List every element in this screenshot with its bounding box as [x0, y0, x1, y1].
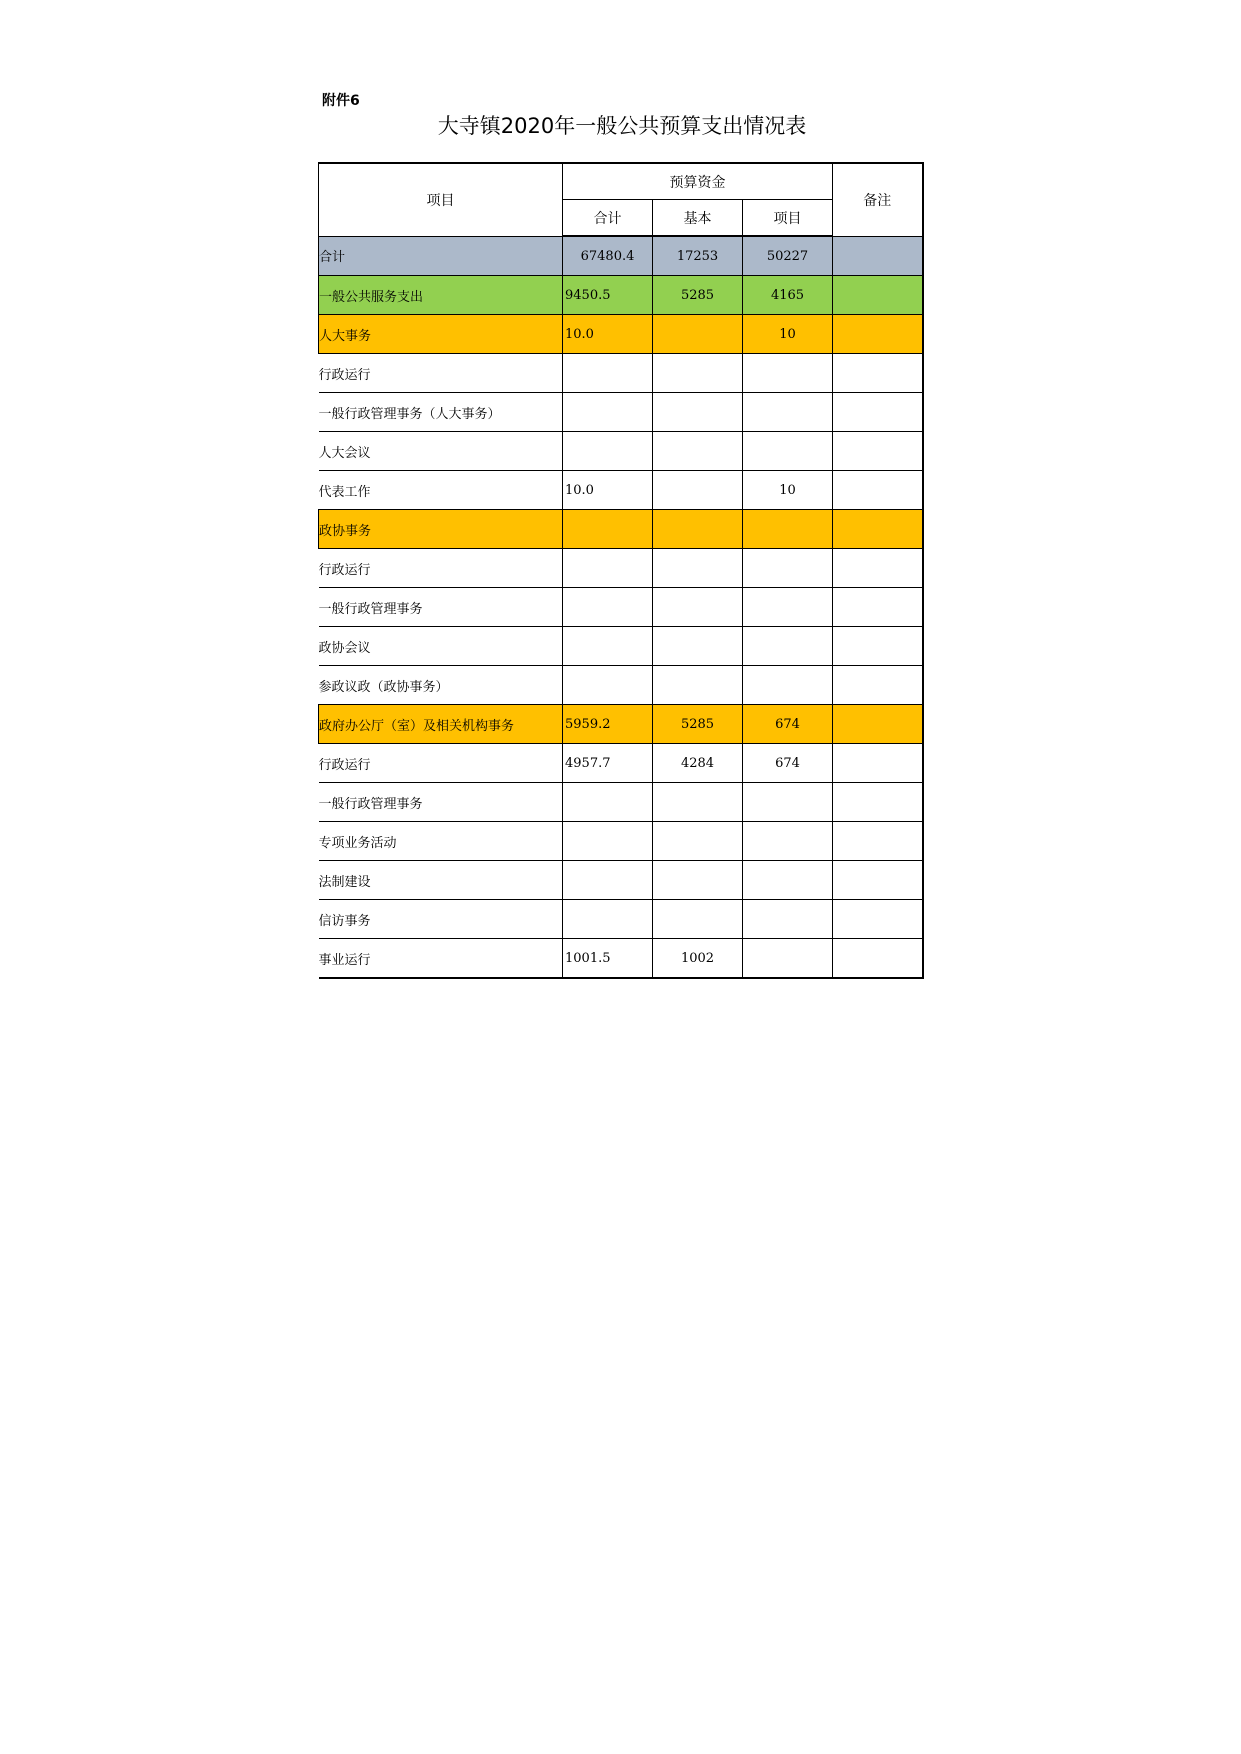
- table-row: [319, 705, 923, 744]
- row-name: 专项业务活动: [319, 822, 563, 861]
- row-total: 67480.4: [563, 236, 653, 276]
- row-name: 行政运行: [319, 744, 563, 783]
- row-name: 政府办公厅（室）及相关机构事务: [319, 705, 563, 744]
- row-project: [743, 783, 833, 822]
- row-name: 法制建设: [319, 861, 563, 900]
- row-basic: [653, 510, 743, 549]
- row-project: [743, 900, 833, 939]
- table-row: [319, 666, 923, 705]
- row-total: 10.0: [563, 315, 653, 354]
- table-row: [319, 939, 923, 979]
- row-project: 10: [743, 471, 833, 510]
- row-project: 50227: [743, 236, 833, 276]
- header-basic: 基本: [653, 200, 743, 237]
- row-remark: [833, 588, 923, 627]
- page-title: 大寺镇2020年一般公共预算支出情况表: [437, 114, 807, 138]
- row-remark: [833, 783, 923, 822]
- table-row: [319, 432, 923, 471]
- row-project: [743, 861, 833, 900]
- row-total: [563, 861, 653, 900]
- attachment-label: 附件6: [322, 93, 360, 109]
- table-row: [319, 236, 923, 276]
- row-project: [743, 510, 833, 549]
- row-project: 10: [743, 315, 833, 354]
- table-row: [319, 588, 923, 627]
- table-row: [319, 315, 923, 354]
- row-project: [743, 432, 833, 471]
- row-basic: 5285: [653, 705, 743, 744]
- row-remark: [833, 432, 923, 471]
- row-total: [563, 393, 653, 432]
- row-basic: [653, 900, 743, 939]
- row-remark: [833, 354, 923, 393]
- row-basic: [653, 822, 743, 861]
- row-project: [743, 939, 833, 979]
- row-total: [563, 354, 653, 393]
- row-basic: [653, 861, 743, 900]
- row-basic: [653, 432, 743, 471]
- row-remark: [833, 744, 923, 783]
- row-project: [743, 549, 833, 588]
- header-budget-funds: 预算资金: [563, 163, 833, 200]
- header-remark: 备注: [833, 163, 923, 236]
- row-name: 事业运行: [319, 939, 563, 979]
- row-remark: [833, 471, 923, 510]
- table-row: [319, 627, 923, 666]
- row-name: 人大会议: [319, 432, 563, 471]
- row-name: 一般行政管理事务: [319, 588, 563, 627]
- row-remark: [833, 549, 923, 588]
- row-total: [563, 822, 653, 861]
- row-basic: [653, 315, 743, 354]
- row-remark: [833, 276, 923, 315]
- row-basic: [653, 588, 743, 627]
- table-row: [319, 549, 923, 588]
- row-remark: [833, 236, 923, 276]
- row-project: [743, 627, 833, 666]
- row-basic: [653, 666, 743, 705]
- row-project: [743, 822, 833, 861]
- row-name: 政协会议: [319, 627, 563, 666]
- row-remark: [833, 393, 923, 432]
- row-basic: 1002: [653, 939, 743, 979]
- table-row: [319, 783, 923, 822]
- header-project: 项目: [743, 200, 833, 237]
- row-remark: [833, 510, 923, 549]
- table-row: [319, 354, 923, 393]
- table-header-row: [319, 163, 923, 200]
- row-basic: [653, 627, 743, 666]
- row-project: [743, 354, 833, 393]
- table-row: [319, 861, 923, 900]
- row-name: 合计: [319, 236, 563, 276]
- row-total: 5959.2: [563, 705, 653, 744]
- row-total: [563, 549, 653, 588]
- row-remark: [833, 900, 923, 939]
- row-project: 674: [743, 744, 833, 783]
- table-row: [319, 276, 923, 315]
- row-total: [563, 510, 653, 549]
- header-total: 合计: [563, 200, 653, 237]
- row-basic: [653, 393, 743, 432]
- row-total: [563, 588, 653, 627]
- row-total: 1001.5: [563, 939, 653, 979]
- table-row: [319, 393, 923, 432]
- row-total: [563, 627, 653, 666]
- row-remark: [833, 315, 923, 354]
- row-total: [563, 783, 653, 822]
- row-remark: [833, 627, 923, 666]
- row-name: 政协事务: [319, 510, 563, 549]
- row-basic: [653, 471, 743, 510]
- row-total: [563, 666, 653, 705]
- header-item: 项目: [319, 163, 563, 236]
- row-total: [563, 432, 653, 471]
- table-row: [319, 900, 923, 939]
- row-project: 674: [743, 705, 833, 744]
- row-project: 4165: [743, 276, 833, 315]
- row-basic: [653, 783, 743, 822]
- row-remark: [833, 822, 923, 861]
- row-name: 一般公共服务支出: [319, 276, 563, 315]
- row-basic: [653, 549, 743, 588]
- table-row: [319, 471, 923, 510]
- row-name: 一般行政管理事务: [319, 783, 563, 822]
- row-total: [563, 900, 653, 939]
- row-total: 9450.5: [563, 276, 653, 315]
- row-project: [743, 666, 833, 705]
- row-remark: [833, 666, 923, 705]
- row-remark: [833, 861, 923, 900]
- row-project: [743, 393, 833, 432]
- budget-table: [318, 162, 924, 979]
- row-basic: [653, 354, 743, 393]
- table-row: [319, 510, 923, 549]
- row-name: 行政运行: [319, 354, 563, 393]
- table-row: [319, 822, 923, 861]
- row-name: 信访事务: [319, 900, 563, 939]
- row-name: 行政运行: [319, 549, 563, 588]
- row-name: 代表工作: [319, 471, 563, 510]
- row-total: 10.0: [563, 471, 653, 510]
- row-total: 4957.7: [563, 744, 653, 783]
- row-name: 一般行政管理事务（人大事务）: [319, 393, 563, 432]
- table-row: [319, 744, 923, 783]
- row-project: [743, 588, 833, 627]
- row-remark: [833, 705, 923, 744]
- row-basic: 4284: [653, 744, 743, 783]
- row-remark: [833, 939, 923, 979]
- row-name: 参政议政（政协事务）: [319, 666, 563, 705]
- row-basic: 5285: [653, 276, 743, 315]
- row-name: 人大事务: [319, 315, 563, 354]
- row-basic: 17253: [653, 236, 743, 276]
